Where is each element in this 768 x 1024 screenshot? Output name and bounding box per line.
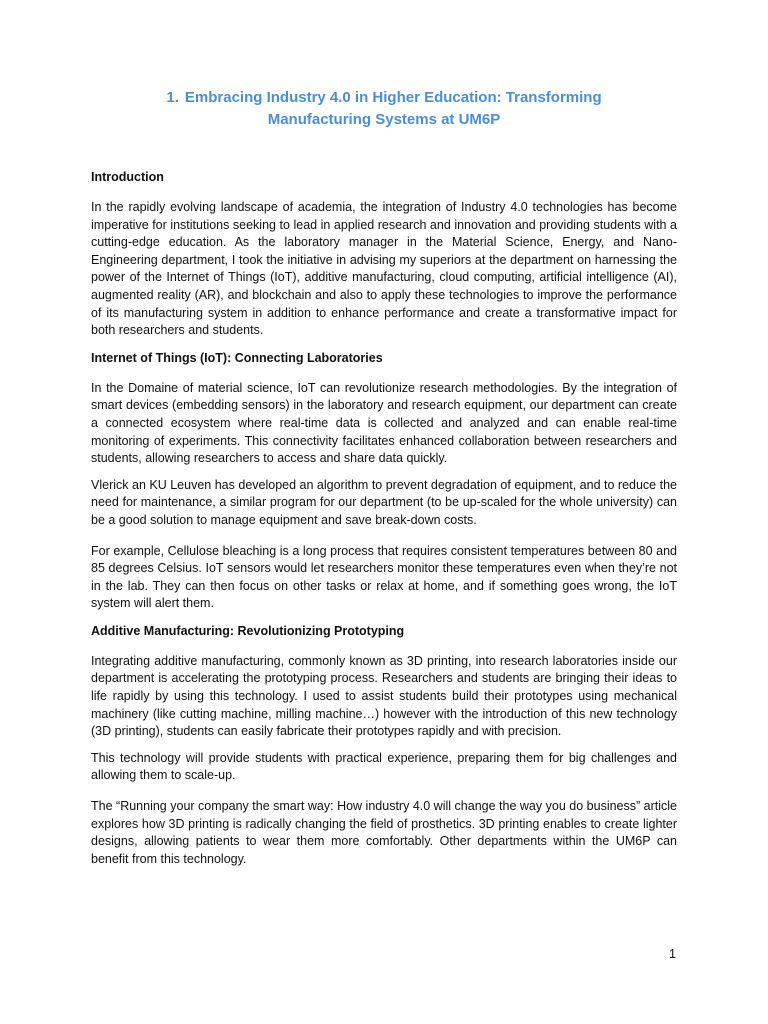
paragraph-am-3: The “Running your company the smart way: How industry 4.0 will change the way you do business” article explores how 3D printing is radically changing the field of prosthetics. 3D printing enables to create lighter designs, allowing patients to wear them more comfortably. Other departments within the UM6P can benefit from this technology. [91,799,677,866]
title-line-1 [91,87,677,109]
paragraph-introduction: In the rapidly evolving landscape of academia, the integration of Industry 4.0 technologies has become imperative for institutions seeking to lead in applied research and innovation and providing students with a cutting-edge education. As the laboratory manager in the Material Science, Energy, and Nano-Engineering department, I took the initiative in advising my superiors at the department on harnessing the power of the Internet of Things (IoT), additive manufacturing, cloud computing, artificial intelligence (AI), augmented reality (AR), and blockchain and also to apply these technologies to improve the performance of its manufacturing system in addition to enhance performance and create a transformative impact for both researchers and students. [91,200,677,338]
page-number: 1 [669,947,676,961]
paragraph-iot-2: Vlerick an KU Leuven has developed an algorithm to prevent degradation of equipment, and to reduce the need for maintenance, a similar program for our department (to be up-scaled for the whole university) can be a good solution to manage equipment and save break-down costs. [91,477,677,527]
paragraph-iot-3: For example, Cellulose bleaching is a long process that requires consistent temperatures between 80 and 85 degrees Celsius. IoT sensors would let researchers monitor these temperatures even when they’re not in the lab. They can then focus on other tasks or relax at home, and if something goes wrong, the IoT system will alert them. [91,543,677,611]
title-number: 1. [166,89,179,106]
section-heading-additive-manufacturing: Additive Manufacturing: Revolutionizing Prototyping [91,623,405,638]
document-title [91,87,677,131]
document-body [91,168,677,877]
section-heading-iot: Internet of Things (IoT): Connecting Laboratories [91,350,383,365]
title-line-2: Manufacturing Systems at UM6P [267,111,501,128]
paragraph-am-1: Integrating additive manufacturing, commonly known as 3D printing, into research laboratories inside our department is accelerating the prototyping process. Researchers and students are bringing their ideas to life rapidly by using this technology. I used to assist students build their prototypes using mechanical machinery (like cutting machine, milling machine…) however with the introduction of this new technology (3D printing), students can easily fabricate their prototypes rapidly and with precision. [91,653,677,739]
section-heading-introduction: Introduction [91,170,164,184]
title-text-line-1: Embracing Industry 4.0 in Higher Education: Transforming [184,89,602,106]
paragraph-am-2: This technology will provide students with practical experience, preparing them for big challenges and allowing them to scale-up. [91,750,677,783]
paragraph-iot-1: In the Domaine of material science, IoT can revolutionize research methodologies. By the integration of smart devices (embedding sensors) in the laboratory and research equipment, our department can create a connected ecosystem where real-time data is collected and analyzed and can enable real-time monitoring of experiments. This connectivity facilitates enhanced collaboration between researchers and students, allowing researchers to access and share data quickly. [91,380,677,466]
